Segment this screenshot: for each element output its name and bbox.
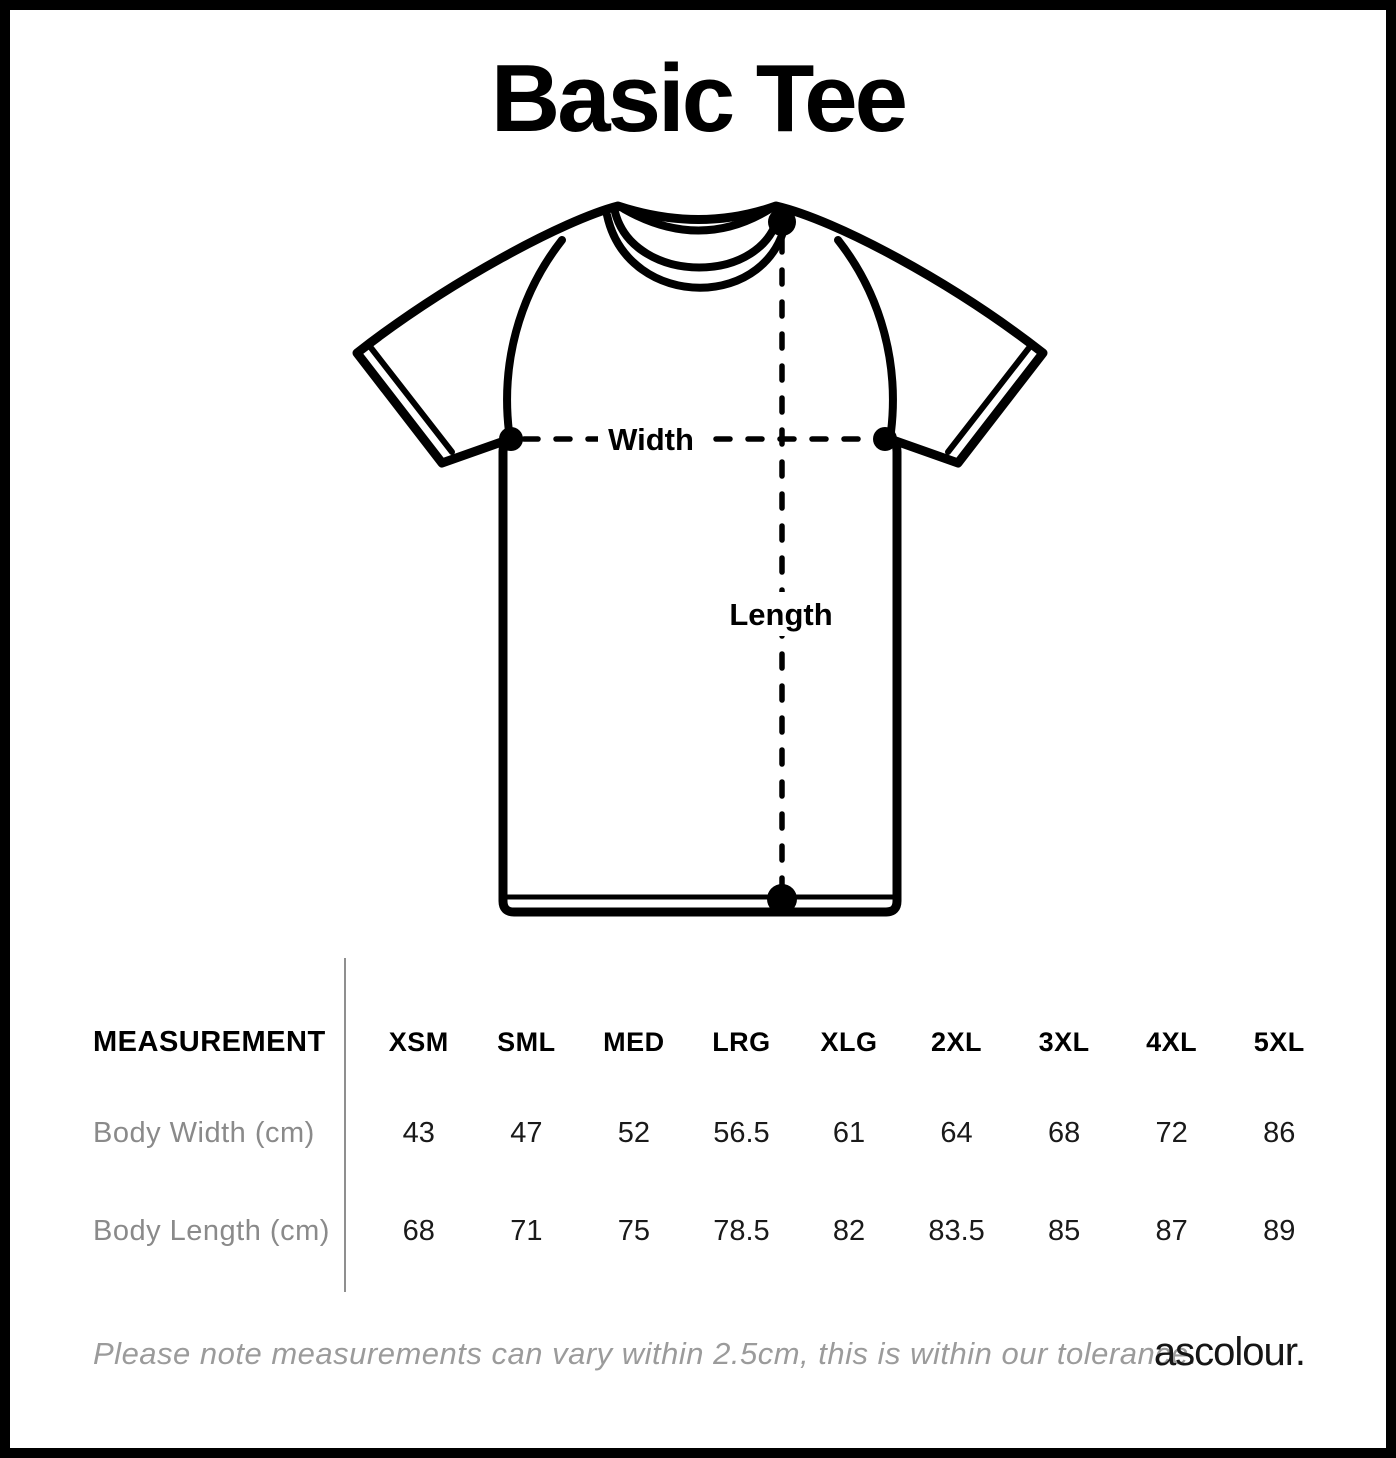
left-underarm-dot (499, 427, 523, 451)
body-length-4xl: 87 (1155, 1214, 1188, 1247)
size-header-3xl: 3XL (1038, 1026, 1090, 1057)
tshirt-diagram (340, 190, 1060, 930)
brand-logo: ascolour. (1153, 1330, 1305, 1374)
size-header-4xl: 4XL (1146, 1026, 1198, 1057)
size-header-sml: SML (497, 1026, 556, 1057)
body-width-5xl: 86 (1263, 1116, 1296, 1149)
page-title: Basic Tee (490, 45, 906, 152)
body-length-xlg: 82 (832, 1214, 866, 1247)
body-length-3xl: 85 (1047, 1214, 1081, 1247)
body-length-5xl: 89 (1263, 1214, 1296, 1247)
body-width-lrg: 56.5 (713, 1116, 770, 1149)
row-label-body-length: Body Length (cm) (93, 1214, 330, 1247)
size-header-med: MED (603, 1026, 665, 1057)
body-width-3xl: 68 (1047, 1116, 1081, 1149)
body-length-med: 75 (617, 1214, 651, 1247)
size-header-xsm: XSM (388, 1026, 449, 1057)
body-width-4xl: 72 (1155, 1116, 1188, 1149)
collar-point-dot (768, 208, 796, 236)
length-label: Length (729, 597, 833, 632)
body-width-xsm: 43 (402, 1116, 435, 1149)
measurement-header: MEASUREMENT (93, 1025, 326, 1058)
body-width-2xl: 64 (940, 1116, 973, 1149)
size-header-xlg: XLG (820, 1026, 878, 1057)
size-header-5xl: 5XL (1253, 1026, 1305, 1057)
body-length-2xl: 83.5 (928, 1214, 985, 1247)
body-width-med: 52 (617, 1116, 651, 1149)
size-header-lrg: LRG (712, 1026, 771, 1057)
right-underarm-dot (873, 427, 897, 451)
body-length-sml: 71 (510, 1214, 543, 1247)
size-table (93, 1003, 1333, 1277)
size-header-2xl: 2XL (931, 1026, 983, 1057)
tshirt-outline (357, 206, 1043, 912)
body-width-xlg: 61 (832, 1116, 866, 1149)
body-length-xsm: 68 (402, 1214, 435, 1247)
body-length-lrg: 78.5 (713, 1214, 770, 1247)
body-width-sml: 47 (510, 1116, 543, 1149)
tolerance-note: Please note measurements can vary within 2.5cm, this is within our tolerance. (93, 1336, 1199, 1371)
hem-point-dot (767, 884, 797, 914)
row-label-body-width: Body Width (cm) (93, 1116, 315, 1149)
width-label: Width (608, 422, 694, 457)
